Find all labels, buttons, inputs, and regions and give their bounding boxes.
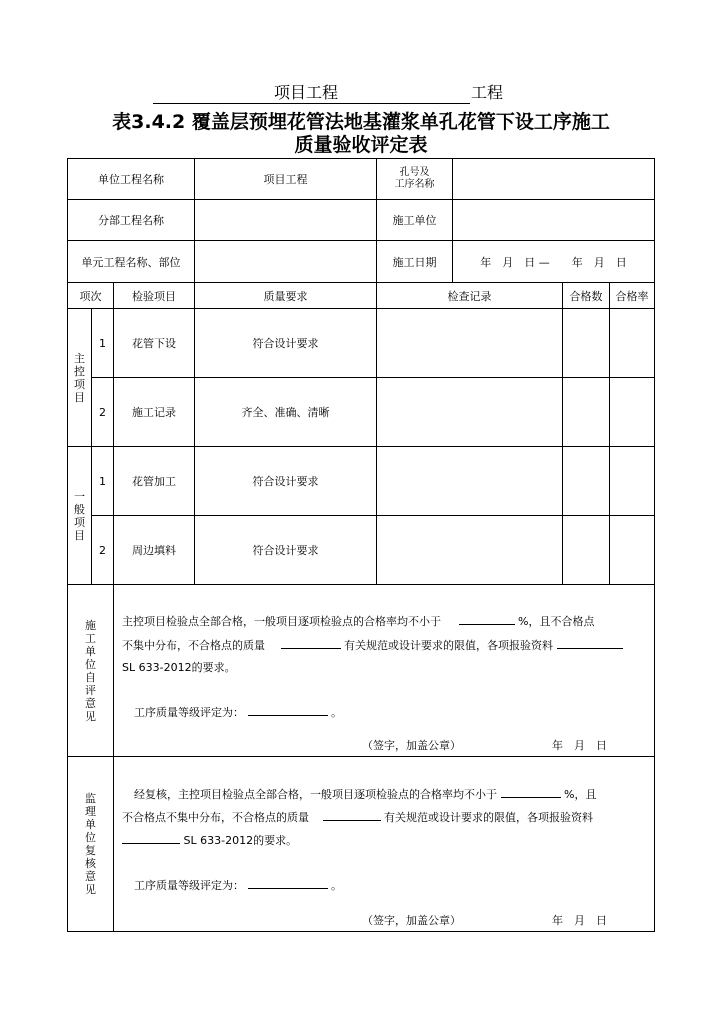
supervisor-pass-rate-blank[interactable] bbox=[501, 785, 561, 798]
general-item-name: 周边填料 bbox=[114, 516, 195, 585]
main-item-no: 1 bbox=[92, 309, 114, 378]
supervisor-line3: SL 633-2012的要求。 bbox=[183, 834, 298, 847]
contractor-line2a: 不集中分布，不合格点的质量 bbox=[122, 639, 265, 652]
unit-project-value: 项目工程 bbox=[195, 159, 377, 200]
project-name: 项目工程 bbox=[274, 83, 339, 102]
unit-project-label: 单位工程名称 bbox=[68, 159, 195, 200]
main-items-group: 主控项目 bbox=[68, 309, 92, 447]
contractor-label: 施工单位 bbox=[377, 200, 453, 240]
main-item-name: 花管下设 bbox=[114, 309, 195, 378]
main-item-record[interactable] bbox=[377, 309, 563, 378]
project-suffix: 工程 bbox=[471, 83, 504, 102]
page-title: 表3.4.2 覆盖层预埋花管法地基灌浆单孔花管下设工序施工 bbox=[112, 111, 610, 133]
col-record: 检查记录 bbox=[377, 283, 563, 309]
general-item-pass-count[interactable] bbox=[563, 447, 610, 516]
main-item-name: 施工记录 bbox=[114, 378, 195, 447]
contractor-grade-label: 工序质量等级评定为： bbox=[134, 706, 244, 719]
supervisor-line1a: 经复核，主控项目检验点全部合格，一般项目逐项检验点的合格率均不小于 bbox=[134, 788, 497, 801]
general-items-group: 一般项目 bbox=[68, 447, 92, 585]
general-item-no: 1 bbox=[92, 447, 114, 516]
main-item-req: 齐全、准确、清晰 bbox=[195, 378, 377, 447]
main-item-pass-count[interactable] bbox=[563, 309, 610, 378]
contractor-value[interactable] bbox=[453, 200, 654, 240]
hole-value[interactable] bbox=[453, 159, 654, 199]
supervisor-quality-blank[interactable] bbox=[323, 808, 381, 821]
contractor-data-blank[interactable] bbox=[557, 636, 623, 649]
branch-project-value[interactable] bbox=[195, 200, 377, 241]
general-item-pass-rate[interactable] bbox=[610, 516, 655, 585]
date-label: 施工日期 bbox=[377, 241, 453, 282]
general-item-record[interactable] bbox=[377, 516, 563, 585]
supervisor-grade-end: 。 bbox=[331, 879, 342, 892]
contractor-opinion-body bbox=[114, 585, 655, 757]
main-item-pass-rate[interactable] bbox=[610, 309, 655, 378]
general-item-pass-rate[interactable] bbox=[610, 447, 655, 516]
contractor-pass-rate-blank[interactable] bbox=[459, 612, 515, 625]
supervisor-line2a: 不合格点不集中分布，不合格点的质量 bbox=[122, 811, 309, 824]
main-item-req: 符合设计要求 bbox=[195, 309, 377, 378]
col-pass-rate: 合格率 bbox=[610, 283, 655, 309]
contractor-quality-blank[interactable] bbox=[281, 636, 341, 649]
contractor-sign: （签字，加盖公章） bbox=[362, 739, 461, 752]
general-item-req: 符合设计要求 bbox=[195, 516, 377, 585]
page-subtitle: 质量验收评定表 bbox=[294, 134, 428, 156]
contractor-line1b: %，且不合格点 bbox=[518, 615, 595, 628]
general-item-req: 符合设计要求 bbox=[195, 447, 377, 516]
supervisor-line1b: %，且 bbox=[564, 788, 597, 801]
contractor-line1a: 主控项目检验点全部合格，一般项目逐项检验点的合格率均不小于 bbox=[122, 615, 441, 628]
general-item-pass-count[interactable] bbox=[563, 516, 610, 585]
evaluation-table bbox=[67, 158, 655, 932]
general-item-name: 花管加工 bbox=[114, 447, 195, 516]
main-item-record[interactable] bbox=[377, 378, 563, 447]
main-item-pass-count[interactable] bbox=[563, 378, 610, 447]
element-project-label: 单元工程名称、部位 bbox=[68, 241, 195, 283]
supervisor-sign: （签字，加盖公章） bbox=[362, 914, 461, 927]
main-item-pass-rate[interactable] bbox=[610, 378, 655, 447]
supervisor-grade-label: 工序质量等级评定为： bbox=[134, 879, 244, 892]
contractor-line2b: 有关规范或设计要求的限值，各项报验资料 bbox=[344, 639, 553, 652]
contractor-opinion-label: 施工单位自评意见 bbox=[68, 585, 114, 757]
hole-label: 孔号及 工序名称 bbox=[377, 159, 453, 199]
element-project-value[interactable] bbox=[195, 241, 377, 283]
contractor-grade-end: 。 bbox=[331, 706, 342, 719]
supervisor-date: 年 月 日 bbox=[552, 914, 607, 927]
supervisor-opinion-body bbox=[114, 757, 655, 932]
supervisor-data-blank[interactable] bbox=[122, 831, 180, 844]
main-item-no: 2 bbox=[92, 378, 114, 447]
supervisor-opinion-label: 监理单位复核意见 bbox=[68, 757, 114, 932]
date-value: 年 月 日 — 年 月 日 bbox=[480, 255, 627, 269]
supervisor-line2b: 有关规范或设计要求的限值，各项报验资料 bbox=[384, 811, 593, 824]
col-pass-count: 合格数 bbox=[563, 283, 610, 309]
supervisor-grade-blank[interactable] bbox=[248, 876, 328, 889]
general-item-record[interactable] bbox=[377, 447, 563, 516]
contractor-line3: SL 633-2012的要求。 bbox=[122, 661, 236, 674]
contractor-date: 年 月 日 bbox=[552, 739, 607, 752]
general-item-no: 2 bbox=[92, 516, 114, 585]
col-check-item: 检验项目 bbox=[114, 283, 195, 309]
col-item-no: 项次 bbox=[68, 283, 114, 309]
branch-project-label: 分部工程名称 bbox=[68, 200, 195, 241]
col-quality-req: 质量要求 bbox=[195, 283, 377, 309]
contractor-grade-blank[interactable] bbox=[248, 703, 328, 716]
